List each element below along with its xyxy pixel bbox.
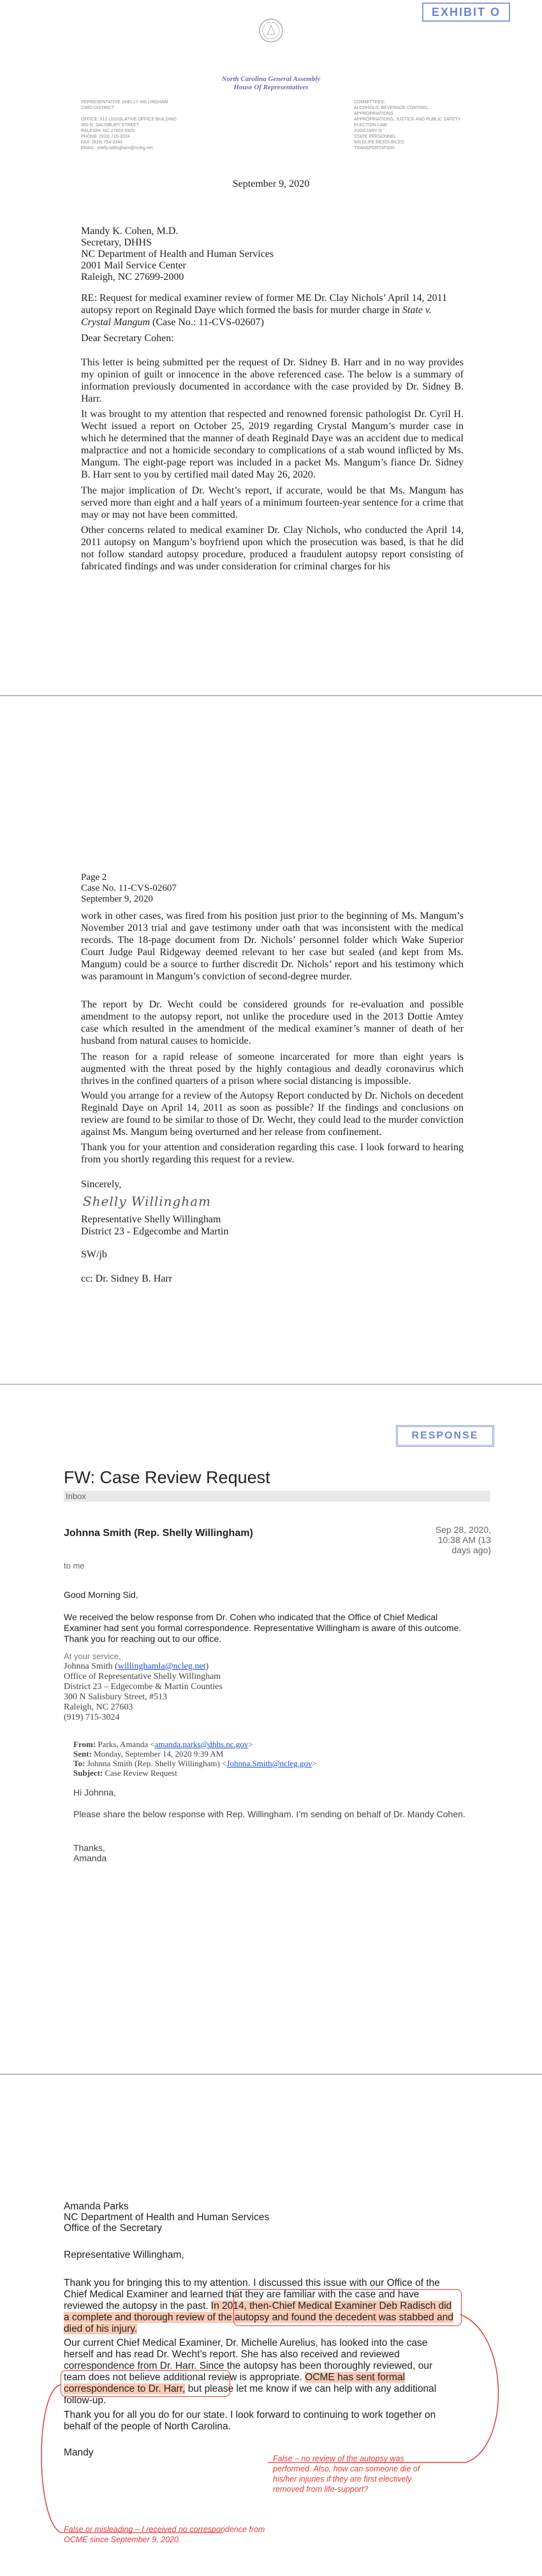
forwarded-to xyxy=(73,1759,317,1768)
signer-name: Representative Shelly Willingham xyxy=(81,1214,221,1225)
closing: Sincerely, xyxy=(81,1179,122,1190)
subject-text: Case Review Request xyxy=(103,1768,177,1778)
letter-date: September 9, 2020 xyxy=(232,179,310,189)
signature-paren: ) xyxy=(205,1662,209,1671)
response-office: Office of the Secretary xyxy=(64,2223,162,2234)
from-label: From: xyxy=(73,1739,96,1749)
re-case-name: State v. Crystal Mangum xyxy=(81,305,432,328)
annotation-note-2: False or misleading – I received no correspondence from OCME since September 9, 2020. xyxy=(64,2525,265,2544)
timestamp-line: 10:38 AM (13 xyxy=(437,1535,491,1545)
re-case-number: (Case No.: 11-CVS-02607) xyxy=(150,317,264,328)
signer-district: District 23 - Edgecombe and Martin xyxy=(81,1226,229,1237)
email-greeting: Good Morning Sid, xyxy=(64,1590,138,1600)
response-department: NC Department of Health and Human Services xyxy=(64,2212,270,2223)
letterhead-line: PHONE: (919) 715-3024 xyxy=(81,135,130,139)
exhibit-stamp: EXHIBIT O xyxy=(422,3,510,22)
letterhead-line: APPROPRIATIONS, JUSTICE AND PUBLIC SAFETY xyxy=(354,117,461,122)
response-stamp: RESPONSE xyxy=(396,1425,494,1447)
forwarded-subject xyxy=(73,1768,317,1778)
letterhead-line: WILDLIFE RESOURCES xyxy=(354,140,404,145)
response-sender: Amanda Parks xyxy=(64,2201,129,2212)
forwarded-thanks: Thanks, xyxy=(73,1843,105,1853)
letterhead-line: ALCOHOLIC BEVERAGE CONTROL xyxy=(354,106,429,110)
email-recipient[interactable]: to me xyxy=(64,1561,85,1570)
timestamp-line: Sep 28, 2020, xyxy=(435,1525,491,1535)
letterhead-line: STATE PERSONNEL xyxy=(354,135,397,139)
letterhead-title xyxy=(159,75,383,92)
page2-paragraph-3: The reason for a rapid release of someone incarcerated for more than eight years is augmented with the threat posed by the highly contagious and deadly coronavirus which thrives in the confined quarters of a prison where social distancing is impossible. xyxy=(81,1051,464,1087)
letterhead-line: COMMITTEES: xyxy=(354,100,385,105)
recipient-line: Secretary, DHHS xyxy=(81,237,152,248)
page2-paragraph-2: The report by Dr. Wecht could be considered grounds for re-evaluation and possible amendment to the autopsy report, not unlike the procedure used in the 2013 Dottie Amtey case which resulted in the amendment of the medical examiner’s manner of death of her husband from natural causes to homicide. xyxy=(81,999,464,1046)
to-email-link[interactable]: Johnna.Smith@ncleg.gov xyxy=(226,1759,312,1768)
signature-phone: (919) 715-3024 xyxy=(64,1713,120,1722)
letter-paragraph-2: It was brought to my attention that respected and renowned forensic pathologist Dr. Cyril H. Wecht issued a report on October 25, 2019 regarding Crystal Mangum’s murder case in which he determined that the manner of death Reginald Daye was an accident due to medical malpractice and not a homicide secondary to complications of a stab wound inflicted by Ms. Mangum. The eight-page report was included in a packet Ms. Mangum’s fiance Dr. Sidney B. Harr sent to you by certified mail dated May 26, 2020. xyxy=(81,409,464,480)
letterhead-line xyxy=(81,111,221,117)
typist-initials: SW/jb xyxy=(81,1249,107,1260)
response-p1-text: Thank you for bringing this to my attention. I discussed this issue with our Office of the Chief Medical Examiner and learned that they are familiar with the case and have reviewed the autopsy in the past. xyxy=(64,2278,440,2311)
recipient-line: Raleigh, NC 27699-2000 xyxy=(81,272,184,282)
signature-name: Johnna Smith ( xyxy=(64,1662,118,1671)
state-seal-icon xyxy=(258,18,284,43)
page2-paragraph-4: Would you arrange for a review of the Autopsy Report conducted by Dr. Nichols on decedent Reginald Daye on April 14, 2011 as soon as possible? If the findings and conclusions on review are found to be similar to those of Dr. Wecht, they could lead to the murder conviction against Ms. Mangum being overturned and her release from confinement. xyxy=(81,1090,464,1138)
sent-date: Monday, September 14, 2020 9:39 AM xyxy=(91,1749,224,1759)
letterhead-line: 23RD DISTRICT xyxy=(81,106,115,110)
annotation-connector-2 xyxy=(41,2385,61,2533)
page-number: Page 2 xyxy=(81,872,107,882)
timestamp-line: days ago) xyxy=(451,1545,491,1555)
letterhead-line: EMAIL: shelly.willingham@ncleg.net xyxy=(81,146,153,150)
response-paragraph-3: Thank you for all you do for our state. I look forward to continuing to work together on behalf of the people of North Carolina. xyxy=(64,2410,436,2432)
letterhead-left-block xyxy=(81,99,221,151)
email-timestamp xyxy=(421,1525,491,1555)
signature-district: District 23 – Edgecombe & Martin Counties xyxy=(64,1682,223,1692)
signature-name-line xyxy=(64,1662,223,1672)
re-line xyxy=(81,292,464,328)
subject-label: Subject: xyxy=(73,1768,103,1778)
from-name: Parks, Amanda < xyxy=(96,1739,155,1749)
to-name: Johnna Smith (Rep. Shelly Willingham) < xyxy=(85,1759,227,1768)
letter-paragraph-4: Other concerns related to medical examiner Dr. Clay Nichols, who conducted the April 14, 2011 autopsy on Mangum’s boyfriend upon which the prosecution was based, is that he did not follow standard autopsy procedure, produced a fraudulent autopsy report consisting of fabricated findings and was under consideration for criminal charges for his xyxy=(81,525,464,572)
case-number: Case No. 11-CVS-02607 xyxy=(81,883,177,893)
sent-label: Sent: xyxy=(73,1749,92,1759)
forwarded-greeting: Hi Johnna, xyxy=(73,1787,116,1797)
letterhead-line: FAX: (919) 754-3344 xyxy=(81,140,122,145)
response-p2-end: but please let me know if we can help with any additional follow-up. xyxy=(64,2383,437,2406)
email-signature xyxy=(64,1651,223,1723)
annotation-connectors xyxy=(0,2295,542,2563)
signature-office: Office of Representative Shelly Willingham xyxy=(64,1672,221,1681)
forwarded-header xyxy=(73,1739,317,1778)
inbox-label[interactable]: Inbox xyxy=(64,1491,490,1502)
response-header xyxy=(64,2201,456,2234)
recipient-address xyxy=(81,226,274,283)
salutation: Dear Secretary Cohen: xyxy=(81,333,174,344)
letterhead-line: TRANSPORTATION xyxy=(354,146,395,150)
letterhead-right-block xyxy=(354,99,481,151)
letter-paragraph-3: The major implication of Dr. Wecht’s report, if accurate, would be that Ms. Mangum has served more than eight and a half years of a minimum fourteen-year sentence for a crime that may or may not have been committed. xyxy=(81,485,464,520)
to-bracket: > xyxy=(312,1759,317,1768)
recipient-line: 2001 Mail Service Center xyxy=(81,260,186,271)
response-signoff: Mandy xyxy=(64,2447,94,2458)
signature-city: Raleigh, NC 27603 xyxy=(64,1702,133,1712)
to-label: To: xyxy=(73,1759,85,1768)
forwarded-sent xyxy=(73,1749,317,1759)
recipient-line: Mandy K. Cohen, M.D. xyxy=(81,226,179,237)
letterhead-title-line2: House Of Representatives xyxy=(233,84,309,91)
highlighted-claim-2: OCME has sent formal correspondence to Dr. Harr, xyxy=(64,2372,406,2394)
from-bracket: > xyxy=(248,1739,253,1749)
letterhead-line: APPROPRIATIONS xyxy=(354,112,393,116)
signature: Shelly Willingham xyxy=(83,1194,212,1209)
letterhead-line: OFFICE: 512 LEGISLATIVE OFFICE BUILDING xyxy=(81,117,177,122)
email-subject: FW: Case Review Request xyxy=(64,1468,270,1487)
carbon-copy: cc: Dr. Sidney B. Harr xyxy=(81,1273,173,1284)
page-divider xyxy=(0,1384,542,1385)
recipient-line: NC Department of Health and Human Services xyxy=(81,249,274,260)
letterhead-line: REPRESENTATIVE SHELLY WILLINGHAM xyxy=(81,100,168,105)
annotation-connector-1 xyxy=(338,2315,499,2463)
annotation-note-1: False – no review of the autopsy was performed. Also, how can someone die of his/her injuries if they are first electively removed from life-support? xyxy=(273,2454,420,2494)
letterhead-line: RALEIGH, NC 27603-5925 xyxy=(81,129,135,133)
page-divider xyxy=(0,695,542,696)
page2-paragraph-5: Thank you for your attention and consideration regarding this case. I look forward to hearing from you shortly regarding this request for a review. xyxy=(81,1142,464,1165)
response-salutation: Representative Willingham, xyxy=(64,2250,184,2260)
re-line-text: RE: Request for medical examiner review of former ME Dr. Clay Nichols’ April 14, 2011 autopsy report on Reginald Daye which formed the basis for murder charge in xyxy=(81,293,448,316)
email-body: We received the below response from Dr. Cohen who indicated that the Office of Chief Medical Examiner had sent you formal correspondence. Representative Willingham is aware of this outcome. Thank you for reaching out to our office. xyxy=(64,1612,462,1644)
letterhead-line: JUDICIARY III xyxy=(354,129,383,133)
forwarded-name: Amanda xyxy=(73,1853,107,1863)
letterhead-line: ELECTION LAW xyxy=(354,123,387,128)
sender-name: Johnna Smith (Rep. Shelly Willingham) xyxy=(64,1528,253,1539)
from-email-link[interactable]: amanda.parks@dhhs.nc.gov xyxy=(154,1739,249,1749)
forwarded-body: Please share the below response with Rep. Willingham. I’m sending on behalf of Dr. Mandy Cohen. xyxy=(73,1809,465,1819)
letter-paragraph-1: This letter is being submitted per the request of Dr. Sidney B. Harr and in no way provides my opinion of guilt or innocence in the above referenced case. The below is a summary of information previously documented in accordance with the case provided by Dr. Sidney B. Harr. xyxy=(81,357,464,404)
page-divider xyxy=(0,2074,542,2075)
forwarded-from xyxy=(73,1739,317,1749)
signature-email-link[interactable]: willinghamla@ncleg.net xyxy=(117,1662,206,1671)
response-p2-text: Our current Chief Medical Examiner, Dr. Michelle Aurelius, has looked into the case herself and has read Dr. Wecht’s report. She has also received and reviewed correspondence from Dr. Harr. Since the autopsy has been thoroughly reviewed, our team does not believe additional review is appropriate. xyxy=(64,2338,433,2383)
highlighted-claim-1: In 2014, then-Chief Medical Examiner Deb Radisch did a complete and thorough review of the autopsy and found the decedent was stabbed and died of his injury. xyxy=(64,2301,453,2334)
signature-service: At your service, xyxy=(64,1651,121,1661)
letterhead-title-line1: North Carolina General Assembly xyxy=(221,75,321,83)
page2-header xyxy=(81,872,177,905)
page2-date: September 9, 2020 xyxy=(81,894,153,904)
page2-paragraph-1: work in other cases, was fired from his position just prior to the beginning of Ms. Mangum’s November 2013 trial and gave testimony under oath that was inconsistent with the medical records. The 18-page document from Dr. Nichols’ personnel folder which Wake Superior Court Judge Paul Ridgeway deemed relevant to her case but sealed (and kept from Ms. Mangum) could be a source to further discredit Dr. Nichols’ report and his testimony which was paramount in Mangum’s conviction of second-degree murder. xyxy=(81,911,464,982)
letterhead-line: 300 N. SALISBURY STREET xyxy=(81,123,140,128)
signature-street: 300 N Salisbury Street, #513 xyxy=(64,1692,168,1702)
